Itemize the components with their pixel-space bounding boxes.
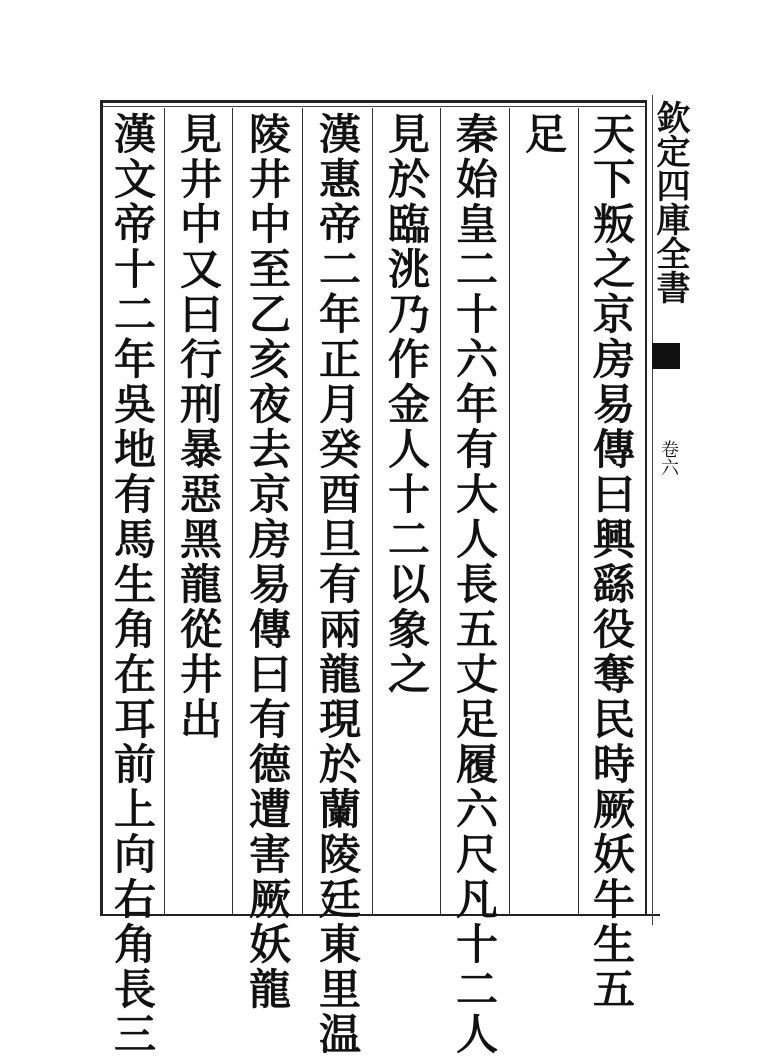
- frame-top-border: [100, 100, 645, 103]
- fishtail-mark-icon: [652, 343, 680, 369]
- text-column-5: 漢惠帝二年正月癸酉旦有兩龍現於蘭陵廷東里温: [313, 112, 362, 1057]
- text-column-2: 足: [519, 112, 568, 157]
- column-rule: [509, 108, 510, 914]
- column-rule: [578, 108, 579, 914]
- frame-top-inner-border: [100, 106, 645, 107]
- text-column-6: 陵井中至乙亥夜去京房易傳曰有德遭害厥妖龍: [243, 112, 292, 1012]
- frame-left-border: [100, 100, 103, 916]
- margin-book-title: 欽定四庫全書: [650, 100, 690, 304]
- frame-right-border: [645, 100, 647, 916]
- text-column-3: 秦始皇二十六年有大人長五丈足履六尺凡十二人: [450, 112, 499, 1057]
- column-rule: [440, 108, 441, 914]
- text-column-4: 見於臨洮乃作金人十二以象之: [382, 112, 431, 697]
- text-column-8: 漢文帝十二年吳地有馬生角在耳前上向右角長三: [108, 112, 157, 1057]
- column-rule: [302, 108, 303, 914]
- column-rule: [164, 108, 165, 914]
- text-column-1: 天下叛之京房易傳曰興繇役奪民時厥妖牛生五: [587, 112, 636, 1012]
- column-rule: [372, 108, 373, 914]
- column-rule: [232, 108, 233, 914]
- text-column-7: 見井中又曰行刑暴惡黑龍從井出: [174, 112, 223, 742]
- margin-juan-number: 卷六: [658, 440, 679, 476]
- frame-bottom-border: [100, 914, 660, 916]
